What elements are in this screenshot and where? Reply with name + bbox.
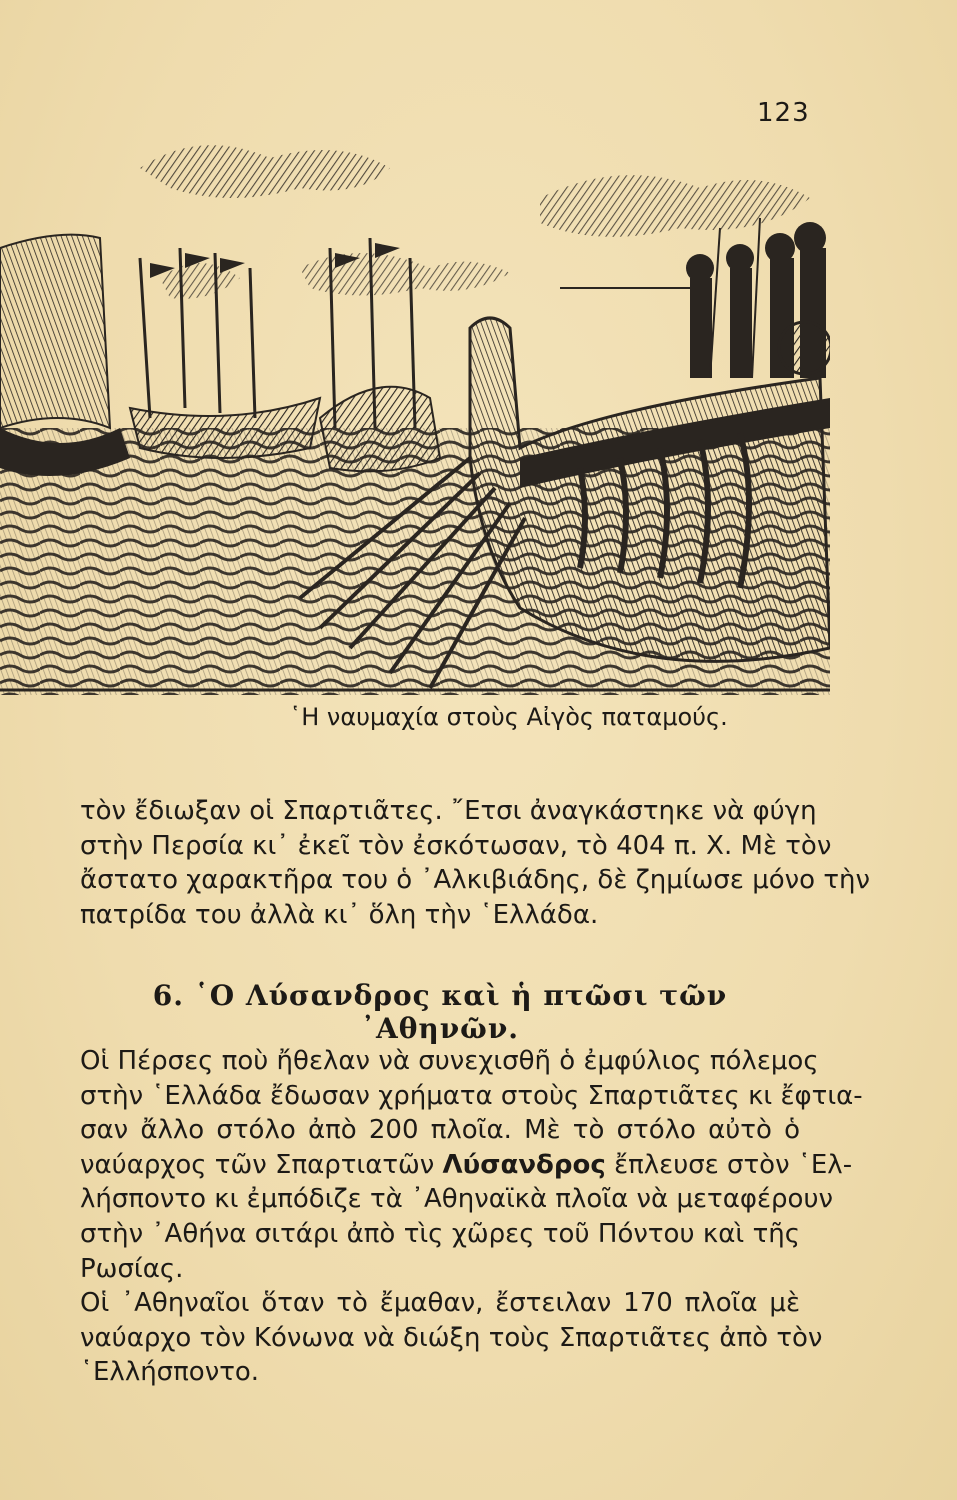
paragraph-line-with-name <box>80 1148 853 1183</box>
paragraph-line: στὴν ῾Ελλάδα ἔδωσαν χρήματα στοὺς Σπαρτιᾶτες κι ἔφτια- <box>80 1080 863 1111</box>
paragraph-line: ἄστατο χαρακτῆρα του ὁ ᾽Αλκιβιάδης, δὲ ζημίωσε μόνο τὴν <box>80 865 870 896</box>
paragraph-line: Οἱ ᾽Αθηναῖοι ὅταν τὸ ἔμαθαν, ἔστειλαν 170 πλοῖα μὲ <box>80 1288 800 1318</box>
paragraph-line: λήσποντο κι ἐμπόδιζε τὰ ᾽Αθηναϊκὰ πλοῖα νὰ μεταφέρουν <box>80 1184 834 1215</box>
paragraph-line: τὸν ἔδιωξαν οἱ Σπαρτιᾶτες. ῎Ετσι ἀναγκάστηκε νὰ φύγη <box>80 796 817 826</box>
paragraph-line: πατρίδα του ἀλλὰ κι᾽ ὅλη τὴν ῾Ελλάδα. <box>80 899 599 930</box>
lysandros-bold: Λύσανδρος <box>442 1149 606 1180</box>
paragraph-line: Οἱ Πέρσες ποὺ ἤθελαν νὰ συνεχισθῆ ὁ ἐμφύλιος πόλεμος <box>80 1046 819 1076</box>
paragraph-line: Ρωσίας. <box>80 1253 184 1284</box>
naval-battle-illustration <box>0 128 830 695</box>
paragraph-1 <box>80 794 870 932</box>
line-text-before: ναύαρχος τῶν Σπαρτιατῶν <box>80 1149 435 1180</box>
paragraph-line: ῾Ελλήσποντο. <box>80 1357 260 1388</box>
page-number: 123 <box>757 98 810 128</box>
paragraph-line: σαν ἄλλο στόλο ἀπὸ 200 πλοῖα. Μὲ τὸ στόλο αὐτὸ ὁ <box>80 1115 800 1146</box>
paragraph-line: ναύαρχο τὸν Κόνωνα νὰ διώξη τοὺς Σπαρτιᾶτες ἀπὸ τὸν <box>80 1322 823 1353</box>
illustration-caption: ῾Η ναυμαχία στοὺς Αἰγὸς παταμούς. <box>289 703 728 731</box>
line-text-after: ἔπλευσε στὸν ῾Ελ- <box>614 1149 853 1180</box>
paragraph-3 <box>80 1286 823 1390</box>
paragraph-line: στὴν ᾽Αθήνα σιτάρι ἀπὸ τὶς χῶρες τοῦ Πόντου καὶ τῆς <box>80 1218 800 1249</box>
section-heading: 6. ῾Ο Λύσανδρος καὶ ἡ πτῶσι τῶν ᾽Αθηνῶν. <box>152 979 728 1045</box>
paragraph-line: στὴν Περσία κι᾽ ἐκεῖ τὸν ἐσκότωσαν, τὸ 404 π. Χ. Μὲ τὸν <box>80 830 832 861</box>
paragraph-2 <box>80 1044 863 1286</box>
